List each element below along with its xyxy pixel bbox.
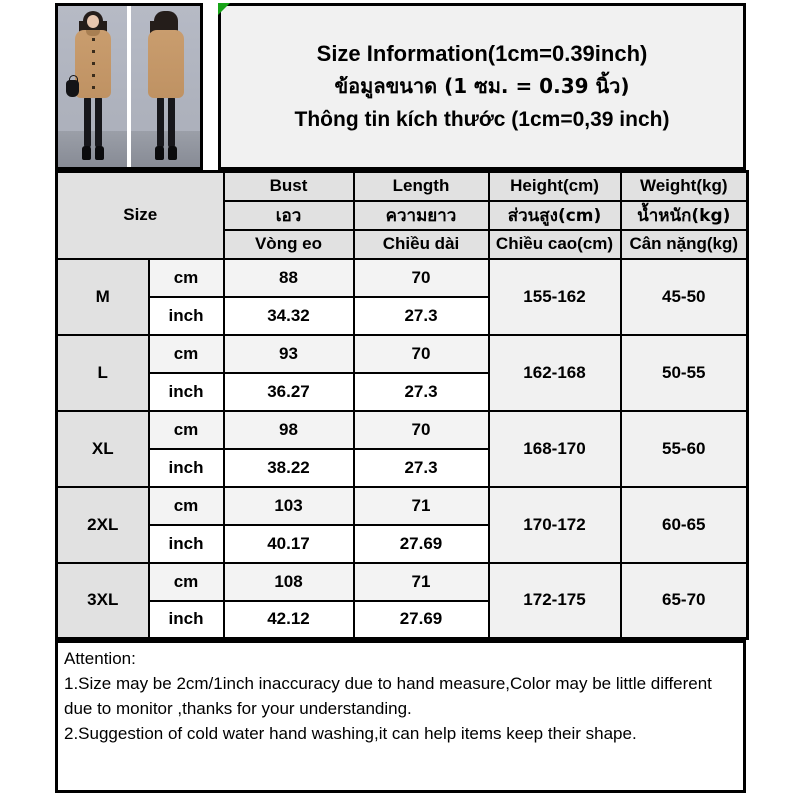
title-english: Size Information(1cm=0.39inch)	[316, 40, 648, 66]
attention-box	[55, 640, 746, 793]
unit-cell-cm: cm	[149, 487, 224, 525]
size-cell: 3XL	[57, 563, 149, 639]
table-row	[57, 563, 748, 601]
column-header-length: Length	[354, 172, 489, 201]
attention-heading: Attention:	[64, 649, 136, 668]
boots	[155, 146, 177, 160]
face	[87, 15, 99, 28]
bust-inch-value: 40.17	[224, 525, 354, 563]
column-header-bust-th: เอว	[224, 201, 354, 230]
size-cell: L	[57, 335, 149, 411]
handbag	[66, 80, 79, 97]
header-row-english	[57, 172, 748, 201]
table-row	[57, 487, 748, 525]
length-cm-value: 70	[354, 411, 489, 449]
unit-cell-cm: cm	[149, 335, 224, 373]
length-inch-value: 27.3	[354, 297, 489, 335]
weight-value: 60-65	[621, 487, 748, 563]
column-header-weight: Weight(kg)	[621, 172, 748, 201]
length-cm-value: 71	[354, 563, 489, 601]
legs	[84, 96, 102, 148]
bust-cm-value: 103	[224, 487, 354, 525]
unit-cell-inch: inch	[149, 297, 224, 335]
table-row	[57, 335, 748, 373]
length-inch-value: 27.3	[354, 373, 489, 411]
table-row	[57, 259, 748, 297]
coat-collar	[86, 30, 100, 36]
title-box	[218, 3, 746, 170]
column-header-weight-th: น้ำหนัก(kg)	[621, 201, 748, 230]
bust-cm-value: 98	[224, 411, 354, 449]
column-header-height-th: ส่วนสูง(cm)	[489, 201, 621, 230]
unit-cell-inch: inch	[149, 525, 224, 563]
unit-cell-cm: cm	[149, 411, 224, 449]
model-back-photo	[131, 6, 200, 167]
bust-inch-value: 38.22	[224, 449, 354, 487]
column-header-height-vi: Chiều cao(cm)	[489, 230, 621, 259]
bust-inch-value: 36.27	[224, 373, 354, 411]
size-cell: XL	[57, 411, 149, 487]
attention-note: 2.Suggestion of cold water hand washing,it can help items keep their shape.	[64, 724, 637, 743]
size-header-cell: Size	[57, 172, 224, 259]
bust-cm-value: 108	[224, 563, 354, 601]
column-header-height: Height(cm)	[489, 172, 621, 201]
column-header-length-th: ความยาว	[354, 201, 489, 230]
title-thai: ข้อมูลขนาด (1 ซม. = 0.39 นิ้ว)	[334, 73, 630, 98]
height-value: 172-175	[489, 563, 621, 639]
model-figure-back	[131, 6, 200, 167]
table-row	[57, 411, 748, 449]
attention-note: 1.Size may be 2cm/1inch inaccuracy due to hand measure,Color may be little different due to monitor ,thanks for your understanding.	[64, 674, 712, 718]
camel-coat	[148, 30, 184, 98]
column-header-bust-vi: Vòng eo	[224, 230, 354, 259]
unit-cell-cm: cm	[149, 259, 224, 297]
unit-cell-cm: cm	[149, 563, 224, 601]
boots	[82, 146, 104, 160]
unit-cell-inch: inch	[149, 449, 224, 487]
height-value: 162-168	[489, 335, 621, 411]
weight-value: 55-60	[621, 411, 748, 487]
height-value: 170-172	[489, 487, 621, 563]
model-figure-front	[58, 6, 127, 167]
weight-value: 50-55	[621, 335, 748, 411]
title-vietnamese: Thông tin kích thước (1cm=0,39 inch)	[294, 107, 670, 131]
product-photos	[55, 3, 203, 170]
camel-coat	[75, 30, 111, 98]
bust-cm-value: 93	[224, 335, 354, 373]
length-cm-value: 70	[354, 259, 489, 297]
height-value: 155-162	[489, 259, 621, 335]
length-cm-value: 70	[354, 335, 489, 373]
bust-inch-value: 42.12	[224, 601, 354, 639]
size-cell: M	[57, 259, 149, 335]
bust-inch-value: 34.32	[224, 297, 354, 335]
green-corner-marker-icon	[218, 3, 230, 15]
column-header-length-vi: Chiều dài	[354, 230, 489, 259]
unit-cell-inch: inch	[149, 601, 224, 639]
unit-cell-inch: inch	[149, 373, 224, 411]
legs	[157, 96, 175, 148]
coat-buttons	[92, 38, 95, 90]
height-value: 168-170	[489, 411, 621, 487]
bust-cm-value: 88	[224, 259, 354, 297]
length-inch-value: 27.69	[354, 601, 489, 639]
length-inch-value: 27.3	[354, 449, 489, 487]
model-front-photo	[58, 6, 127, 167]
size-table	[55, 170, 749, 640]
weight-value: 65-70	[621, 563, 748, 639]
length-inch-value: 27.69	[354, 525, 489, 563]
column-header-weight-vi: Cân nặng(kg)	[621, 230, 748, 259]
length-cm-value: 71	[354, 487, 489, 525]
column-header-bust: Bust	[224, 172, 354, 201]
weight-value: 45-50	[621, 259, 748, 335]
size-cell: 2XL	[57, 487, 149, 563]
